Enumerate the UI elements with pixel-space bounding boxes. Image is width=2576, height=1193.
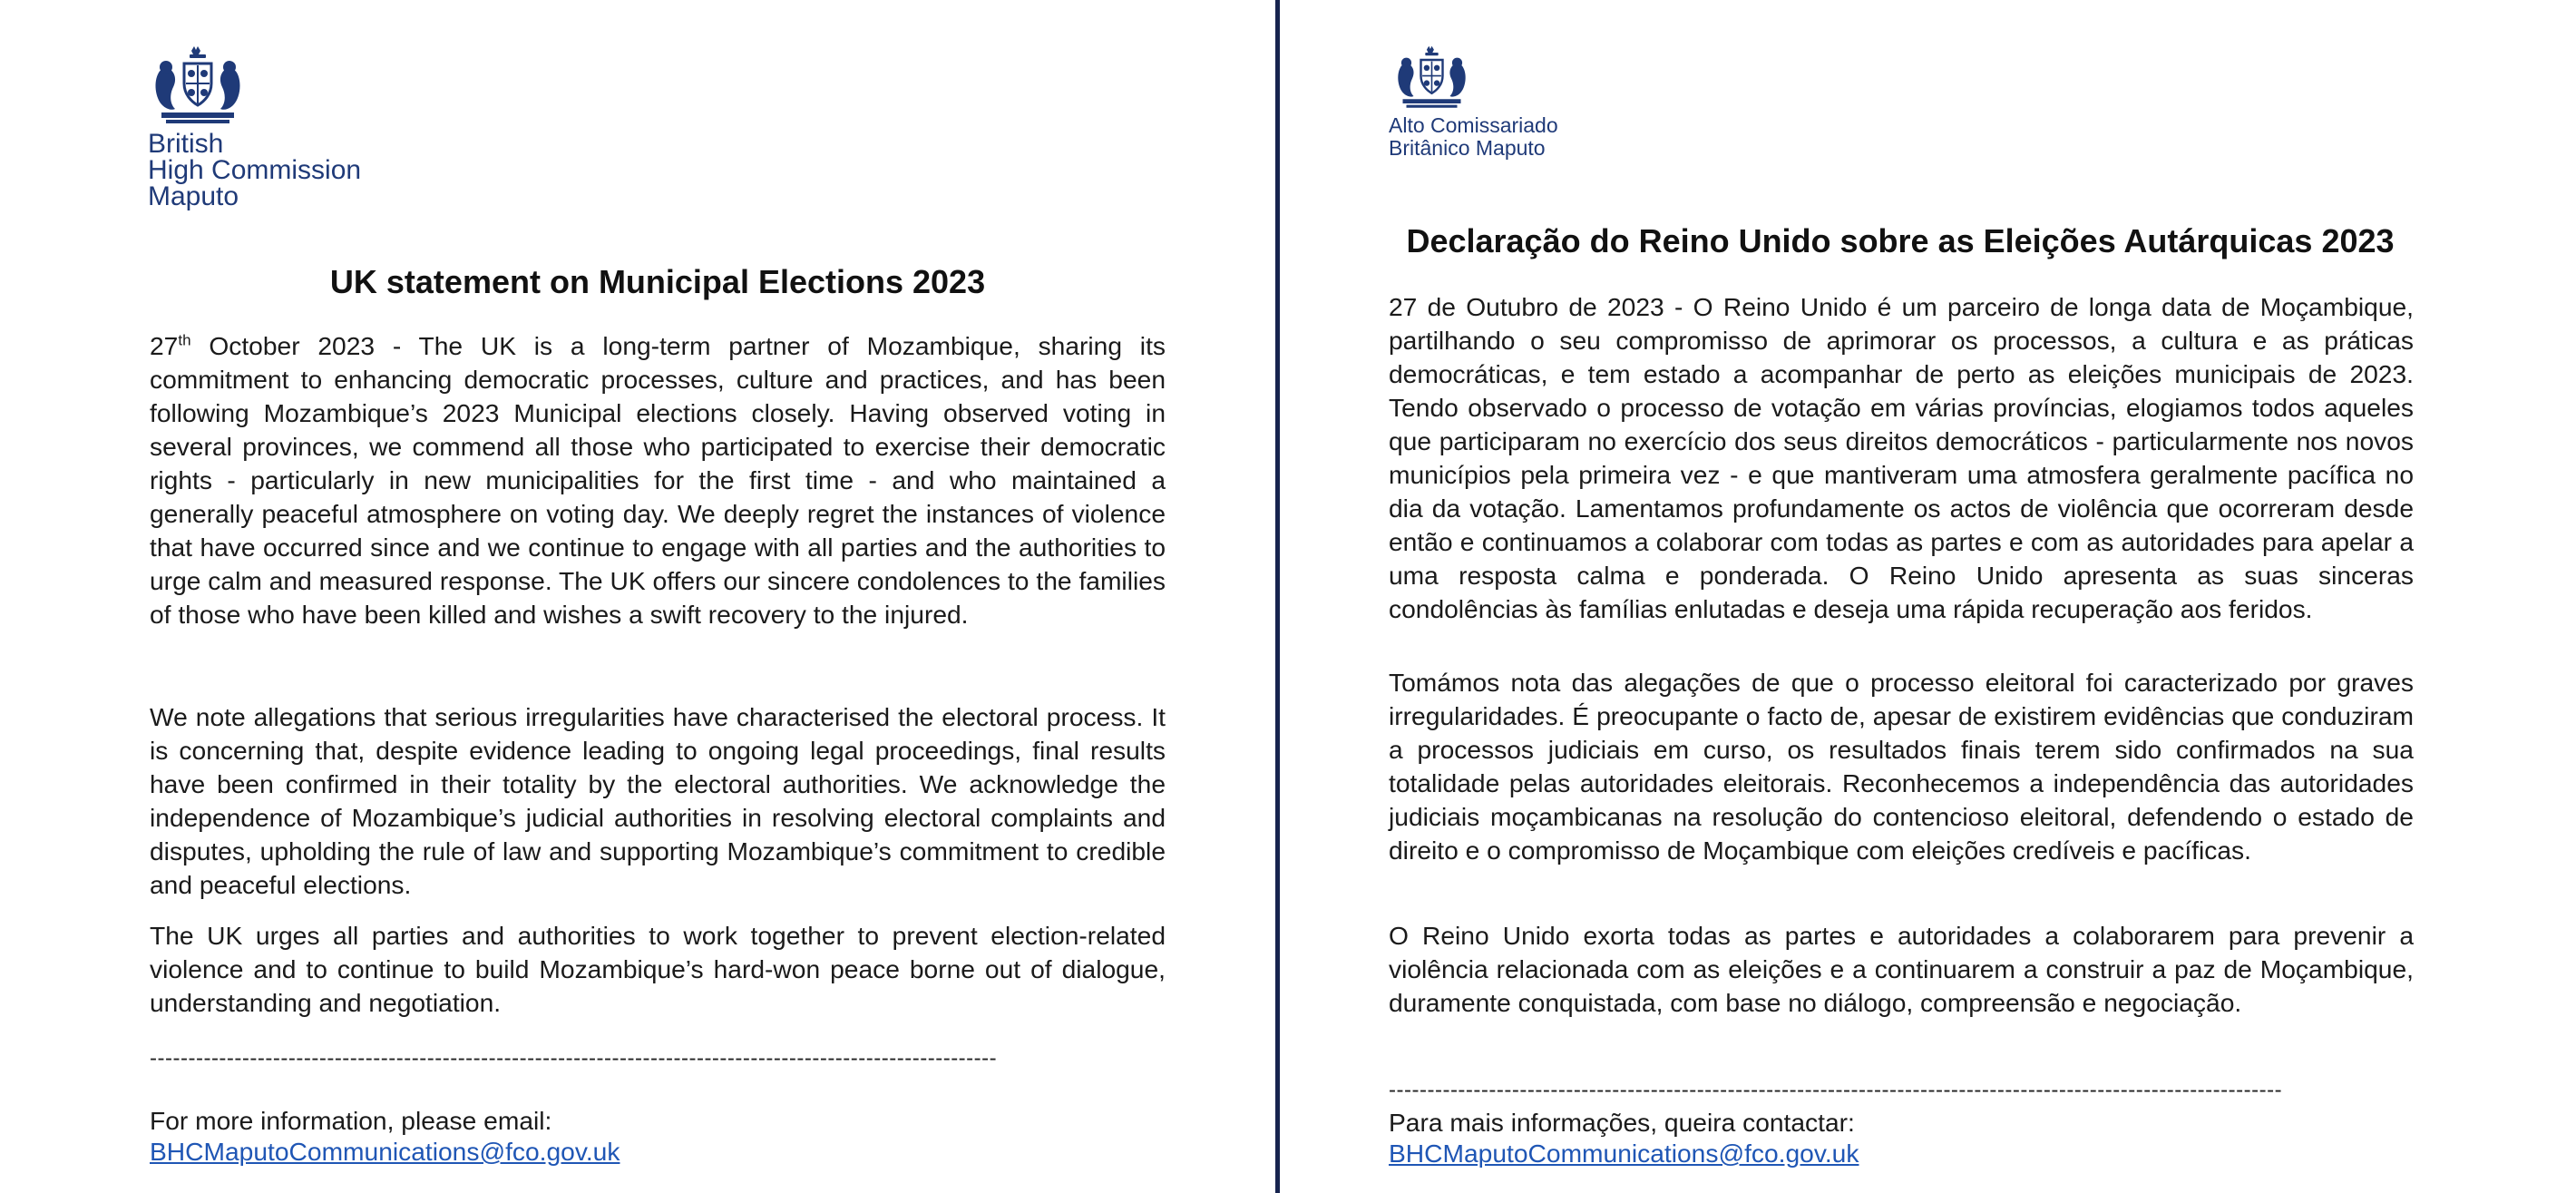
- paragraph-1: 27 de Outubro de 2023 - O Reino Unido é um parceiro de longa data de Moçambique, partilhando o seu compromisso de aprimorar os processos, a cultura e as práticas democráticas, e tem estado a acompanhar de perto as eleições municipais de 2023. Tendo observado o processo de votação em várias províncias, elogiamos todos aqueles que participaram no exercício dos seus direitos democráticos - particularmente nos novos municípios pela primeira vez - e que mantiveram uma atmosfera geralmente pacífica no dia da votação. Lamentamos profundamente os actos de violência que ocorreram desde então e continuamos a colaborar com todas as partes e com as autoridades para apelar a uma resposta calma e ponderada. O Reino Unido apresenta as suas sinceras condolências às famílias enlutadas e deseja uma rápida recuperação aos feridos.: [1389, 292, 2414, 623]
- alto-comissariado-logo: [1389, 45, 1558, 160]
- separator-line: --------------------------------------------------------------------------------------------------------------: [150, 1046, 998, 1071]
- logo-line: High Commission: [148, 155, 362, 185]
- logo-line: Britânico Maputo: [1389, 136, 1546, 160]
- paragraph-3: The UK urges all parties and authorities to work together to prevent election-related violence and to continue to build Mozambique’s hard-won peace borne out of dialogue, understanding and negotiation.: [150, 921, 1166, 1017]
- statement-body-2: [1389, 666, 2414, 867]
- paragraph-2: We note allegations that serious irregularities have characterised the electoral process. It is concerning that, despite evidence leading to ongoing legal proceedings, final results have been confirmed in their totality by the electoral authorities. We acknowledge the independence of Mozambique’s judicial authorities in resolving electoral complaints and disputes, upholding the rule of law and supporting Mozambique’s commitment to credible and peaceful elections.: [150, 702, 1166, 899]
- paragraph-1: [150, 329, 1166, 631]
- british-high-commission-logo: [148, 45, 361, 210]
- column-divider: [1275, 0, 1280, 1193]
- date-day: 27: [150, 331, 179, 360]
- logo-line: Maputo: [148, 181, 239, 211]
- contact-info: [150, 1105, 620, 1167]
- statement-body-2: [150, 700, 1166, 902]
- paragraph-2: Tomámos nota das alegações de que o processo eleitoral foi caracterizado por graves irregularidades. É preocupante o facto de, apesar de existirem evidências que conduziram a processos judiciais em curso, os resultados finais terem sido confirmados na sua totalidade pelas autoridades eleitorais. Reconhecemos a independência das autoridades judiciais moçambicanas na resolução do contencioso eleitoral, defendendo o estado de direito e o compromisso de Moçambique com eleições credíveis e pacíficas.: [1389, 668, 2414, 865]
- contact-email-link[interactable]: BHCMaputoCommunications@fco.gov.uk: [150, 1137, 620, 1166]
- date-suffix: th: [178, 331, 191, 349]
- statement-title: UK statement on Municipal Elections 2023: [329, 263, 986, 300]
- logo-text: [1389, 114, 1558, 160]
- contact-label: Para mais informações, queira contactar:: [1389, 1108, 1855, 1137]
- statement-body: [150, 329, 1166, 631]
- paragraph-3: O Reino Unido exorta todas as partes e autoridades a colaborarem para prevenir a violência relacionada com as eleições e a continuarem a construir a paz de Moçambique, duramente conquistada, com base no diálogo, compreensão e negociação.: [1389, 921, 2414, 1017]
- portuguese-statement-page: [1286, 0, 2576, 1193]
- logo-line: British: [148, 129, 224, 159]
- paragraph-1-text: October 2023 - The UK is a long-term partner of Mozambique, sharing its commitment to enhancing democratic processes, culture and practices, and has been following Mozambique’s 2023 Municipal elections closely. Having observed voting in several provinces, we commend all those who participated to exercise their democratic rights - particularly in new municipalities for the first time - and who maintained a generally peaceful atmosphere on voting day. We deeply regret the instances of violence that have occurred since and we continue to engage with all parties and the authorities to urge calm and measured response. The UK offers our sincere condolences to the families of those who have been killed and wishes a swift recovery to the injured.: [150, 331, 1166, 629]
- statement-body: [1389, 290, 2414, 626]
- separator-line: --------------------------------------------------------------------------------------------------------------------: [1389, 1078, 2283, 1102]
- contact-email-link[interactable]: BHCMaputoCommunications@fco.gov.uk: [1389, 1139, 1859, 1168]
- royal-coat-of-arms-icon: [148, 45, 248, 127]
- logo-text: [148, 131, 361, 210]
- statement-title: Declaração do Reino Unido sobre as Eleições Autárquicas 2023: [1406, 222, 2395, 259]
- statement-body-3: [1389, 919, 2414, 1020]
- statement-body-3: [150, 919, 1166, 1020]
- logo-line: Alto Comissariado: [1389, 113, 1558, 137]
- contact-label: For more information, please email:: [150, 1106, 552, 1135]
- english-statement-page: [0, 0, 1274, 1193]
- contact-info: [1389, 1107, 1859, 1169]
- royal-coat-of-arms-icon: [1389, 45, 1475, 111]
